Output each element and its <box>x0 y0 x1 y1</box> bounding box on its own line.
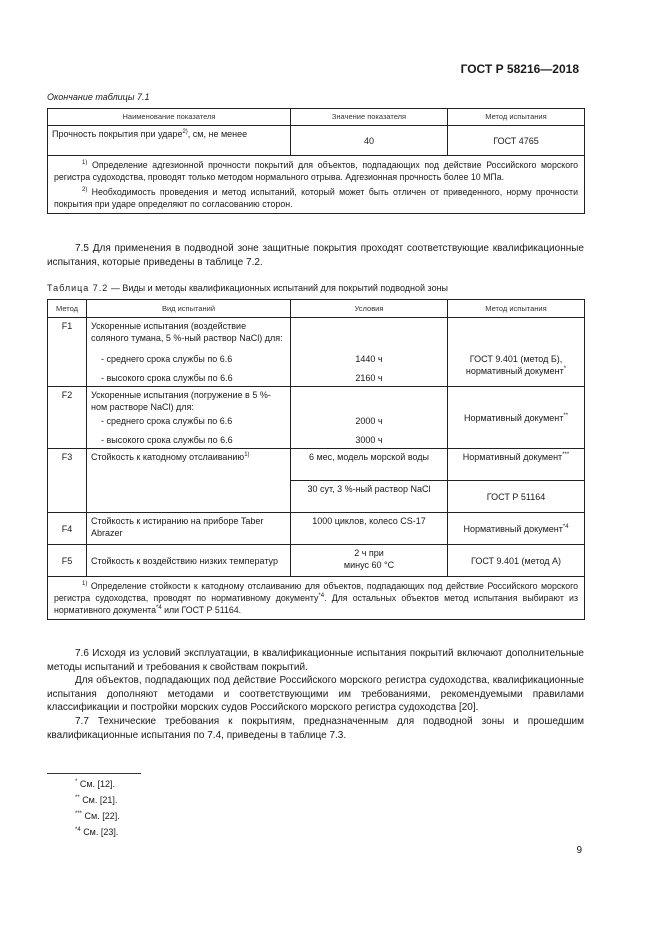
paragraph-7-5: 7.5 Для применения в подводной зоне защитные покрытия проходят соответствующие квалификационные испытания, которые приведены в таблице 7.2. <box>47 243 584 268</box>
test-description: Ускоренные испытания (воздействие соляного тумана, 5 %-ный раствор NaCl) для: - среднего срока службы по 6.6 - высокого срока службы по 6.6 <box>87 318 291 387</box>
table-row <box>48 387 585 449</box>
test-description: Стойкость к катодному отслаиванию$^{1)}$ <box>87 449 291 513</box>
method-code: F3 <box>48 449 87 513</box>
column-header: Вид испытаний <box>87 300 291 318</box>
paragraph-7-7: 7.7 Технические требования к покрытиям, предназначенным для подводной зоны и прошедшим квалификационные испытания по 7.4, приведены в таблице 7.3. <box>47 716 584 741</box>
table-row <box>48 449 585 481</box>
table-note: $^{1)}$ Определение адгезионной прочности покрытий для объектов, подпадающих под действие Российского морского регистра судоходства, проводят только методом нормального отрыва. Адгезионная прочность более 10 МПа. $^{2)}$ Необходимость проведения и метод испытаний, который может быть отличен от приведенного, норму прочности покрытия при ударе определяют по согласованию сторон. <box>48 156 585 214</box>
test-conditions: 2000 ч 3000 ч <box>291 387 448 449</box>
table-7-1-caption: Окончание таблицы 7.1 <box>47 92 150 102</box>
column-header: Наименование показателя <box>48 109 291 126</box>
test-method: ГОСТ 4765 <box>448 126 585 156</box>
table-row <box>48 126 585 156</box>
table-7-2-caption: Таблица 7.2 — Виды и методы квалификационных испытаний для покрытий подводной зоны <box>47 283 449 293</box>
test-method: ГОСТ Р 51164 <box>448 481 585 513</box>
test-description: Ускоренные испытания (погружение в 5 %-ном растворе NaCl) для: - среднего срока службы по 6.6 - высокого срока службы по 6.6 <box>87 387 291 449</box>
page-number: 9 <box>576 845 582 856</box>
table-row <box>48 513 585 545</box>
footnote: $^{*4}$ См. [23]. <box>75 827 119 837</box>
column-header: Метод испытания <box>448 109 585 126</box>
test-conditions: 6 мес, модель морской воды <box>291 449 448 481</box>
method-code: F4 <box>48 513 87 545</box>
paragraph-7-6: 7.6 Исходя из условий эксплуатации, в квалификационные испытания покрытий включают дополнительные методы испытаний и требования к свойствам покрытий. <box>47 648 584 673</box>
column-header: Метод <box>48 300 87 318</box>
footnote: *** См. [22]. <box>75 811 120 821</box>
paragraph-7-6-objects: Для объектов, подпадающих под действие Российского морского регистра судоходства, квалификационные испытания дополняют методами и соответствующими им требованиями, рекомендуемыми правилами классификации и постройки морских судов Российского морского регистра судоходства [20]. <box>47 675 584 713</box>
test-conditions: 2 ч при минус 60 °С <box>291 545 448 577</box>
footnote: * См. [12]. <box>75 779 116 789</box>
indicator-name: Прочность покрытия при ударе$^{2)}$, см, не менее <box>48 126 291 156</box>
table-note: $^{1)}$ Определение стойкости к катодному отслаиванию для объектов, подпадающих под действие Российского морского регистра судоходства, проводят по нормативному документу$^{*4}$. Для остальных объектов метод испытания выбирают из нормативного документа$^{*4}$ или ГОСТ Р 51164. <box>48 577 585 620</box>
method-code: F5 <box>48 545 87 577</box>
document-id: ГОСТ Р 58216—2018 <box>460 62 579 76</box>
test-conditions: 1000 циклов, колесо CS-17 <box>291 513 448 545</box>
footnote: ** См. [21]. <box>75 795 118 805</box>
test-conditions: 30 сут, 3 %-ный раствор NaCl <box>291 481 448 513</box>
test-description: Стойкость к воздействию низких температур <box>87 545 291 577</box>
table-row <box>48 318 585 387</box>
column-header: Значение показателя <box>291 109 448 126</box>
table-7-2 <box>47 299 585 620</box>
indicator-value: 40 <box>291 126 448 156</box>
test-method: Нормативный документ** <box>448 387 585 449</box>
method-code: F2 <box>48 387 87 449</box>
test-conditions: 1440 ч 2160 ч <box>291 318 448 387</box>
test-method: Нормативный документ*** <box>448 449 585 481</box>
table-row <box>48 545 585 577</box>
test-method: Нормативный документ$^{*4}$ <box>448 513 585 545</box>
method-code: F1 <box>48 318 87 387</box>
footnote-divider <box>47 773 141 774</box>
test-description: Стойкость к истиранию на приборе Taber Abrazer <box>87 513 291 545</box>
test-method: ГОСТ 9.401 (метод Б), нормативный документ* <box>448 318 585 387</box>
column-header: Условия <box>291 300 448 318</box>
table-7-1 <box>47 108 585 214</box>
test-method: ГОСТ 9.401 (метод А) <box>448 545 585 577</box>
column-header: Метод испытания <box>448 300 585 318</box>
